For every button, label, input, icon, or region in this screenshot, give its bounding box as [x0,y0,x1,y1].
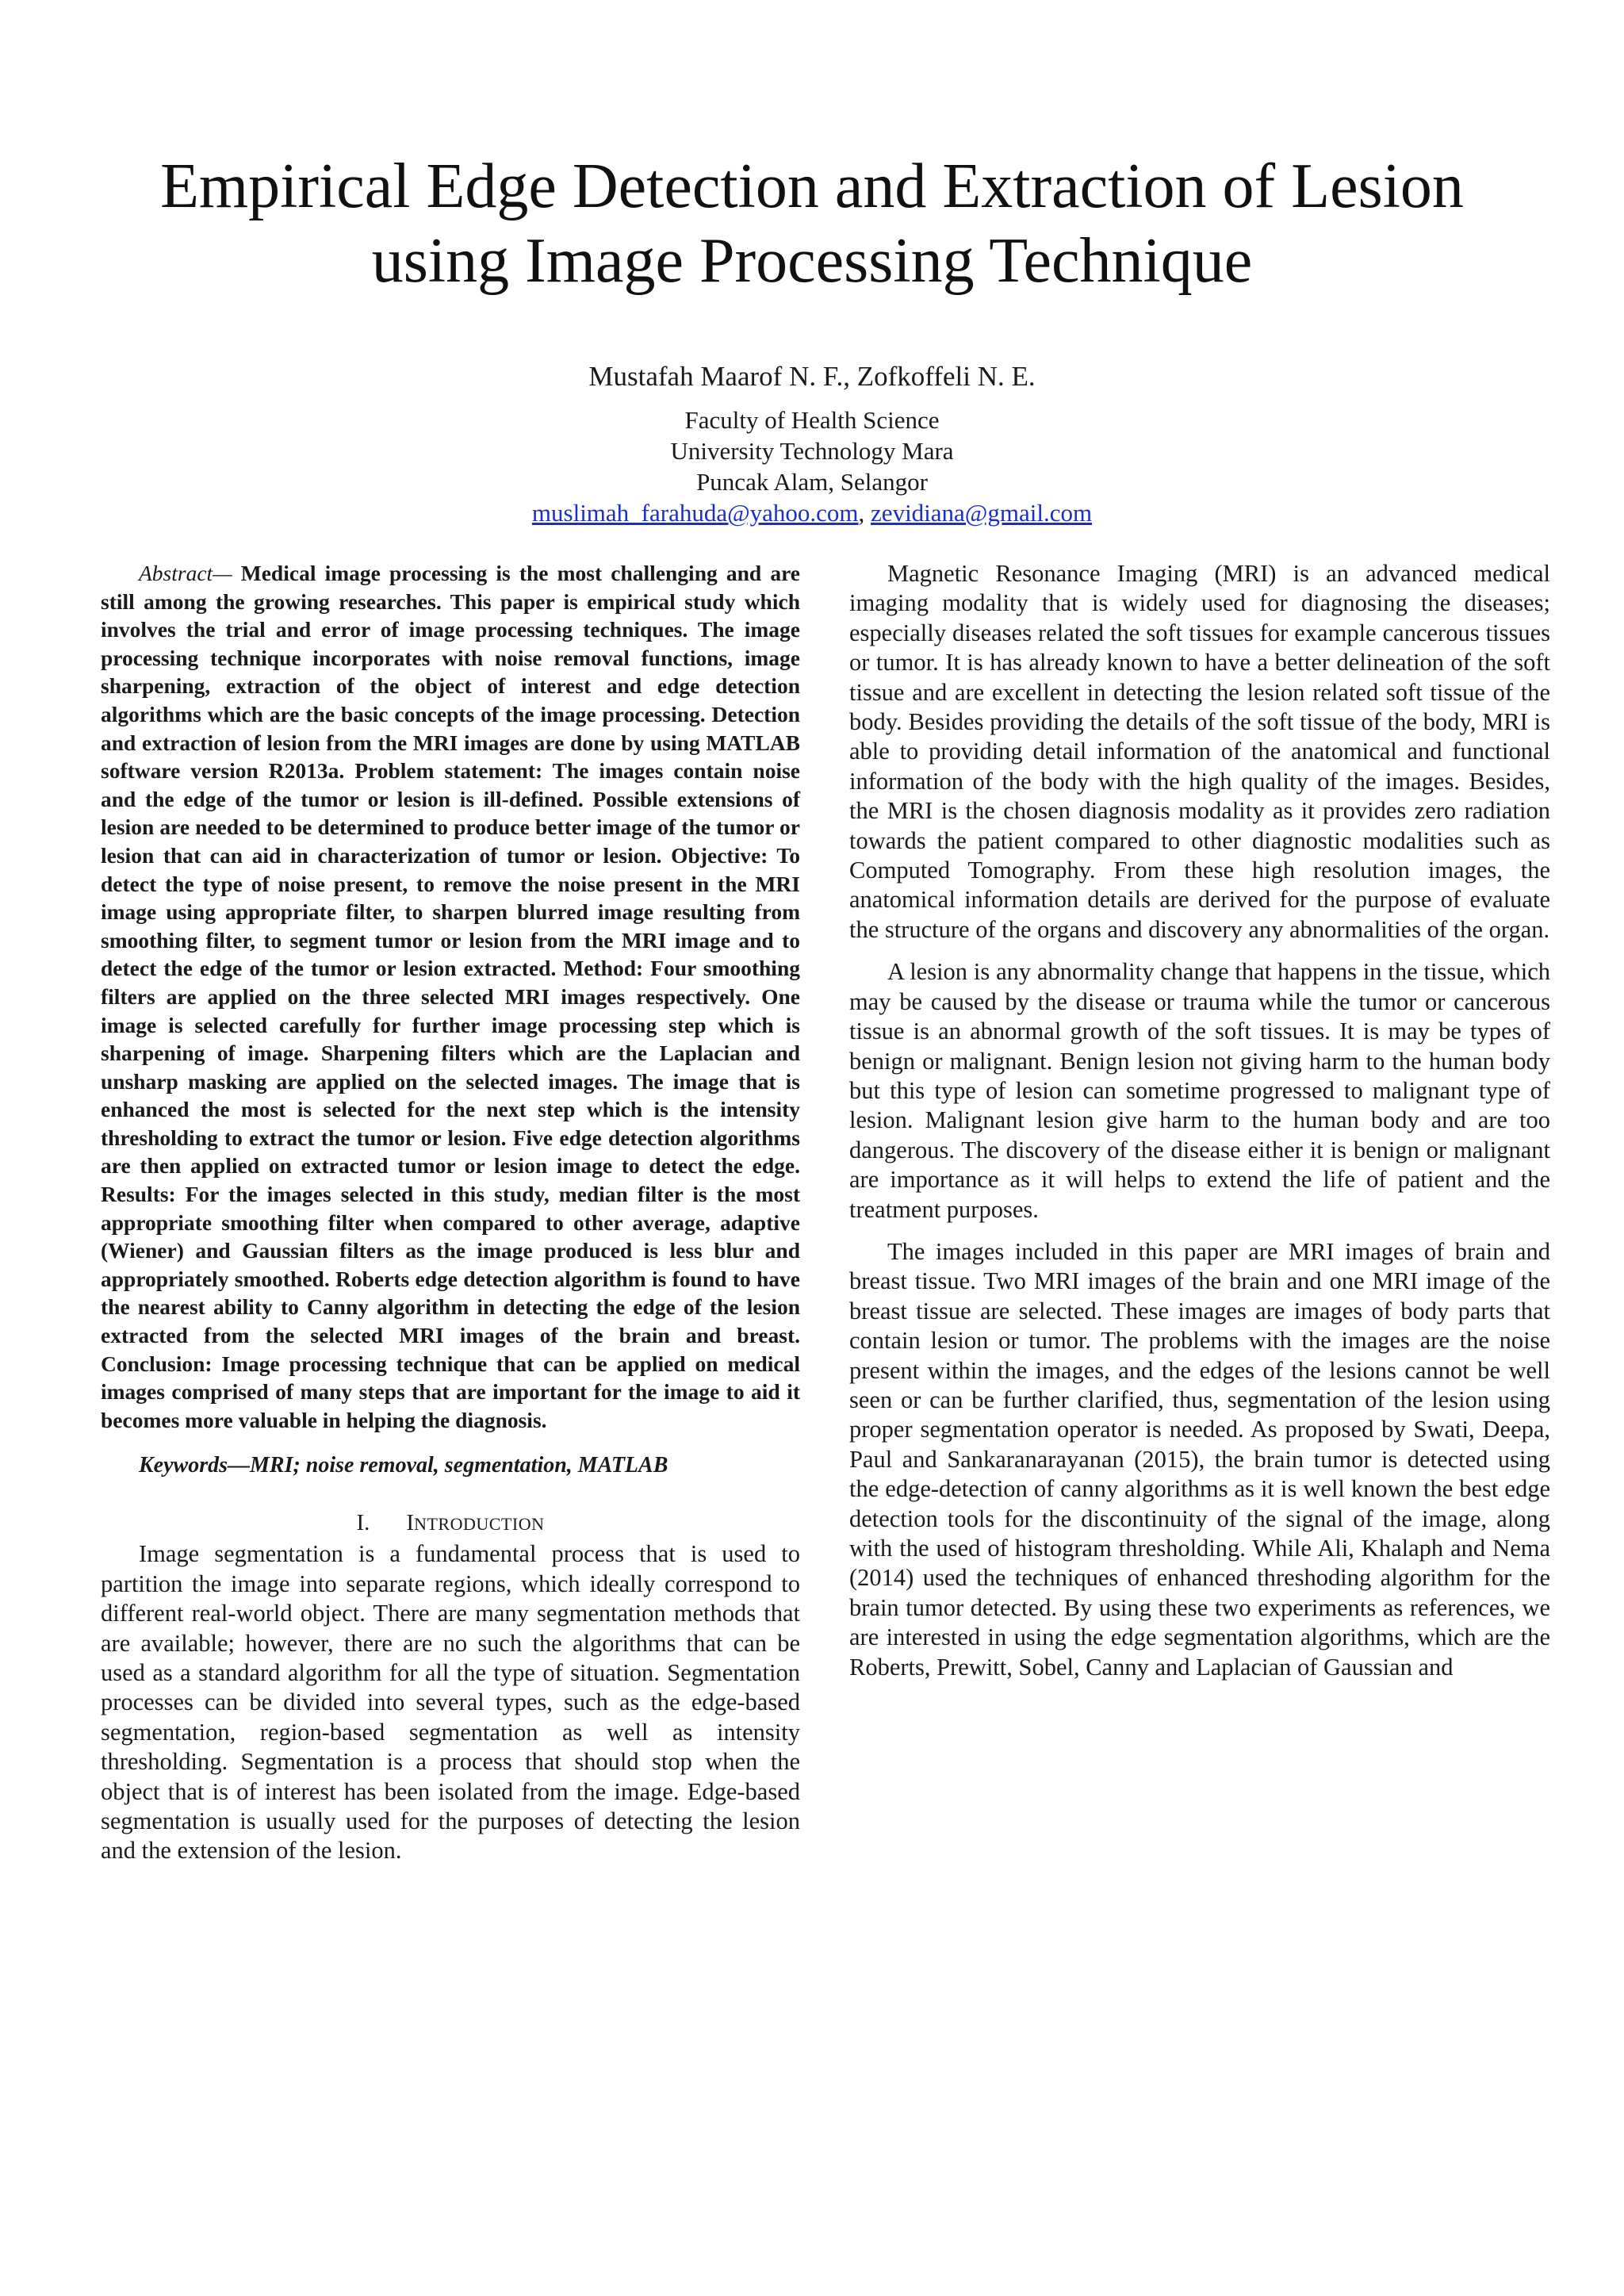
intro-paragraph-3: A lesion is any abnormality change that happens in the tissue, which may be caused by the disease or trauma while the tumor or cancerous tissue is an abnormal growth of the soft tissues. It is may be types of benign or malignant. Benign lesion not giving harm to the human body but this type of lesion can sometime progressed to malignant type of lesion. Malignant lesion give harm to the human body and are too dangerous. The discovery of the disease either it is benign or malignant are importance as it will helps to extend the life of patient and the treatment purposes. [849,958,1550,1223]
paper-title [79,149,1545,298]
email-separator: , [858,499,871,527]
abstract-text: Medical image processing is the most challenging and are still among the growing researches. This paper is empirical study which involves the trial and error of image processing techniques. The image processing technique incorporates with noise removal functions, image sharpening, extraction of the object of interest and edge detection algorithms which are the basic concepts of the image processing. Detection and extraction of lesion from the MRI images are done by using MATLAB software version R2013a. Problem statement: The images contain noise and the edge of the tumor or lesion is ill-defined. Possible extensions of lesion are needed to be determined to produce better image of the tumor or lesion that can aid in characterization of tumor or lesion. Objective: To detect the type of noise present, to remove the noise present in the MRI image using appropriate filter, to sharpen blurred image resulting from smoothing filter, to segment tumor or lesion from the MRI image and to detect the edge of the tumor or lesion extracted. Method: Four smoothing filters are applied on the three selected MRI images respectively. One image is selected carefully for further image processing step which is sharpening of image. Sharpening filters which are the Laplacian and unsharp masking are applied on the selected images. The image that is enhanced the most is selected for the next step which is the intensity thresholding to extract the tumor or lesion. Five edge detection algorithms are then applied on extracted tumor or lesion image to detect the edge. Results: For the images selected in this study, median filter is the most appropriate smoothing filter when compared to other average, adaptive (Wiener) and Gaussian filters as the image produced is less blur and appropriately smoothed. Roberts edge detection algorithm is found to have the nearest ability to Canny algorithm in detecting the edge of the lesion extracted from the selected MRI images of the brain and breast. Conclusion: Image processing technique that can be applied on medical images comprised of many steps that are important for the image to aid it becomes more valuable in helping the diagnosis. [101,561,800,1432]
author-list: Mustafah Maarof N. F., Zofkoffeli N. E. [588,361,1036,392]
paper-title-line-2: using Image Processing Technique [371,226,1253,296]
author-emails [0,497,1624,528]
section-heading-introduction [101,1508,800,1539]
abstract-lead: Abstract— [139,561,232,585]
email-link-2[interactable]: zevidiana@gmail.com [871,499,1093,527]
right-column [849,559,1550,1682]
section-title-rest: NTRODUCTION [414,1514,545,1535]
section-number: I. [356,1510,370,1536]
paper-title-line-1: Empirical Edge Detection and Extraction of Lesion [160,151,1464,221]
left-column [101,559,800,1866]
affiliation-block [0,404,1624,528]
intro-paragraph-2: Magnetic Resonance Imaging (MRI) is an advanced medical imaging modality that is widely used for diagnosing the diseases; especially diseases related the soft tissues for example cancerous tissues or tumor. It is has already known to have a better delineation of the soft tissue and are excellent in detecting the lesion related soft tissue of the body. Besides providing the details of the soft tissue of the body, MRI is able to providing detail information of the anatomical and functional information of the body with the high quality of the images. Besides, the MRI is the chosen diagnosis modality as it provides zero radiation towards the patient compared to other diagnostic modalities such as Computed Tomography. From these high resolution images, the anatomical information details are derived for the purpose of evaluate the structure of the organs and discovery any abnormalities of the organ. [849,560,1550,943]
keywords: Keywords—MRI; noise removal, segmentation, MATLAB [139,1453,668,1478]
affiliation-faculty: Faculty of Health Science [684,406,940,434]
intro-paragraph-4: The images included in this paper are MRI images of brain and breast tissue. Two MRI images of the brain and one MRI image of the breast tissue are selected. These images are images of body parts that contain lesion or tumor. The problems with the images are the noise present within the images, and the edges of the lesions cannot be well seen or can be further clarified, thus, segmentation of the lesion using proper segmentation operator is needed. As proposed by Swati, Deepa, Paul and Sankaranarayanan (2015), the brain tumor is detected using the edge-detection of canny algorithms as it is well known the best edge detection tools for the discontinuity of the signal of the image, along with the used of histogram thresholding. While Ali, Khalaph and Nema (2014) used the techniques of enhanced threshoding algorithm for the brain tumor detected. By using these two experiments as references, we are interested in using the edge segmentation algorithms, which are the Roberts, Prewitt, Sobel, Canny and Laplacian of Gaussian and [849,1237,1550,1681]
section-title-initial: I [406,1510,415,1536]
intro-paragraph-1: Image segmentation is a fundamental process that is used to partition the image into separate regions, which ideally correspond to different real-world object. There are many segmentation methods that are available; however, there are no such the algorithms that can be used as a standard algorithm for all the type of situation. Segmentation processes can be divided into several types, such as the edge-based segmentation, region-based segmentation as well as intensity thresholding. Segmentation is a process that should stop when the object that is of interest has been isolated from the image. Edge-based segmentation is usually used for the purposes of detecting the lesion and the extension of the lesion. [101,1540,800,1865]
affiliation-location: Puncak Alam, Selangor [696,468,928,496]
affiliation-university: University Technology Mara [670,437,954,465]
abstract [101,559,800,1434]
email-link-1[interactable]: muslimah_farahuda@yahoo.com [531,499,859,527]
